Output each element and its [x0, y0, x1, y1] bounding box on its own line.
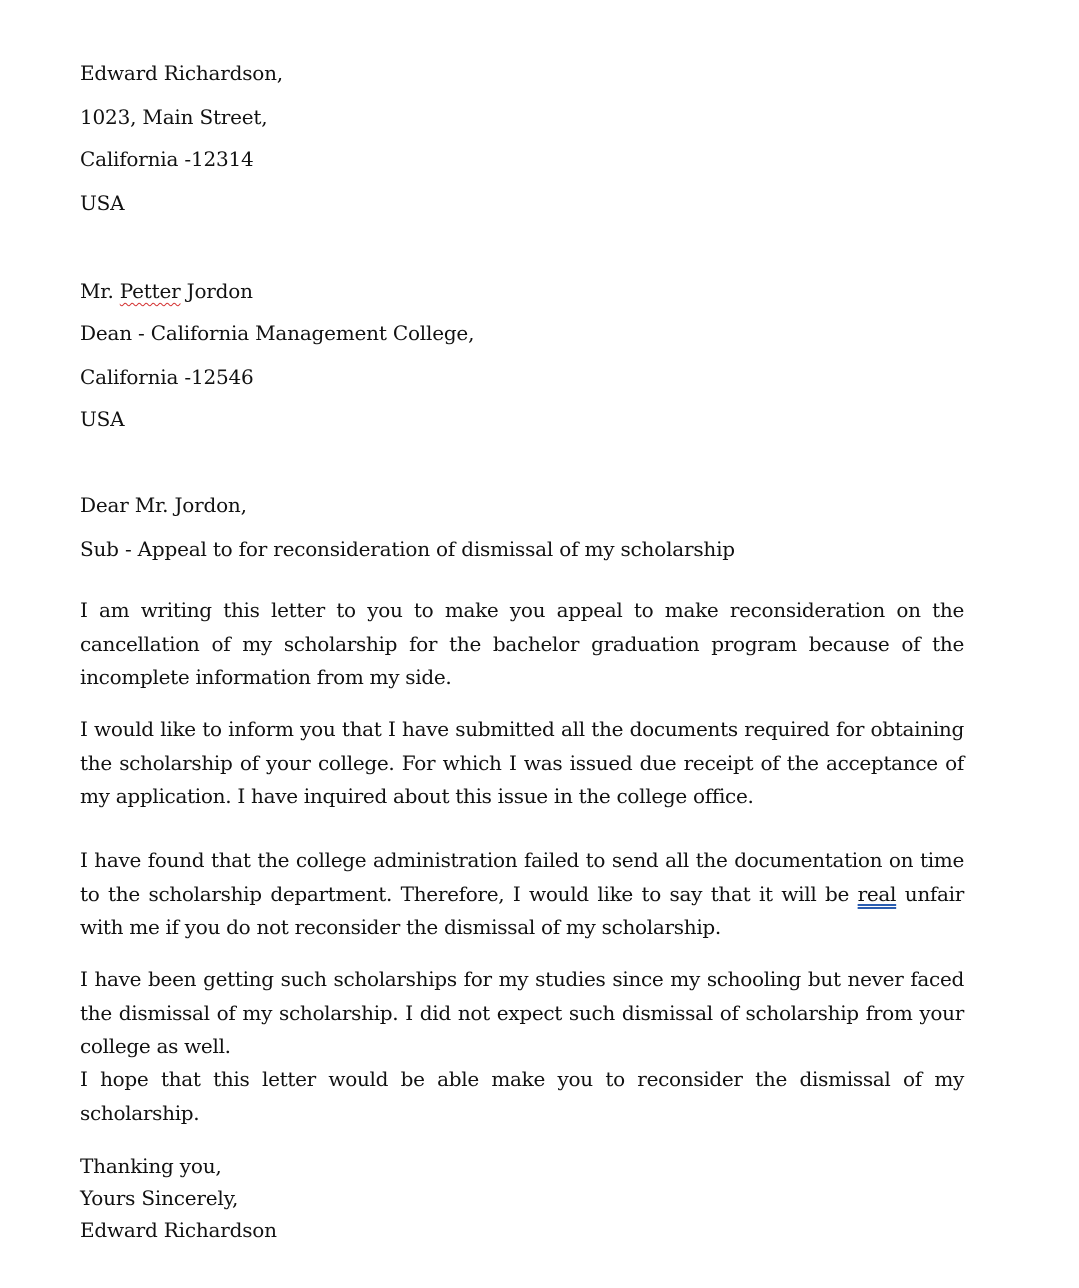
- salutation: Dear Mr. Jordon,: [80, 493, 247, 517]
- sender-city: California -12314: [80, 147, 254, 171]
- body-paragraph-4: I have been getting such scholarships for my studies since my schooling but never faced the dismissal of my scholarship. I did not expect such dismissal of scholarship from your college as well.: [80, 967, 964, 1058]
- recipient-position: Dean - California Management College,: [80, 321, 475, 345]
- recipient-first-name-misspelled: Petter: [119, 279, 181, 303]
- sender-name: Edward Richardson,: [80, 61, 283, 85]
- closing-thanks: Thanking you,: [80, 1154, 222, 1178]
- body-paragraph-3-start: I have found that the college administration failed to send all the documentation on time to the scholarship department. Therefore, I would like to say that it will be: [80, 848, 964, 906]
- body-paragraph-3: [80, 844, 964, 945]
- signature-name: Edward Richardson: [80, 1218, 277, 1242]
- recipient-name-line: [80, 278, 253, 304]
- closing-signoff: Yours Sincerely,: [80, 1186, 239, 1210]
- body-paragraph-2: I would like to inform you that I have submitted all the documents required for obtaining the scholarship of your college. For which I was issued due receipt of the acceptance of my application. I have inquired about this issue in the college office.: [80, 717, 964, 808]
- sender-street: 1023, Main Street,: [80, 105, 268, 129]
- body-paragraph-5: I hope that this letter would be able make you to reconsider the dismissal of my scholarship.: [80, 1067, 964, 1125]
- body-paragraph-3-end: unfair with me if you do not reconsider the dismissal of my scholarship.: [80, 881, 964, 939]
- sender-country: USA: [80, 191, 125, 215]
- body-paragraph-1: I am writing this letter to you to make you appeal to make reconsideration on the cancellation of my scholarship for the bachelor graduation program because of the incomplete information from my side.: [80, 598, 964, 689]
- grammar-flagged-word: real: [857, 881, 897, 906]
- recipient-title: Mr.: [80, 279, 114, 303]
- recipient-city: California -12546: [80, 365, 254, 389]
- recipient-last-name: Jordon: [186, 279, 253, 303]
- recipient-country: USA: [80, 407, 125, 431]
- subject-line: Sub - Appeal to for reconsideration of dismissal of my scholarship: [80, 537, 735, 561]
